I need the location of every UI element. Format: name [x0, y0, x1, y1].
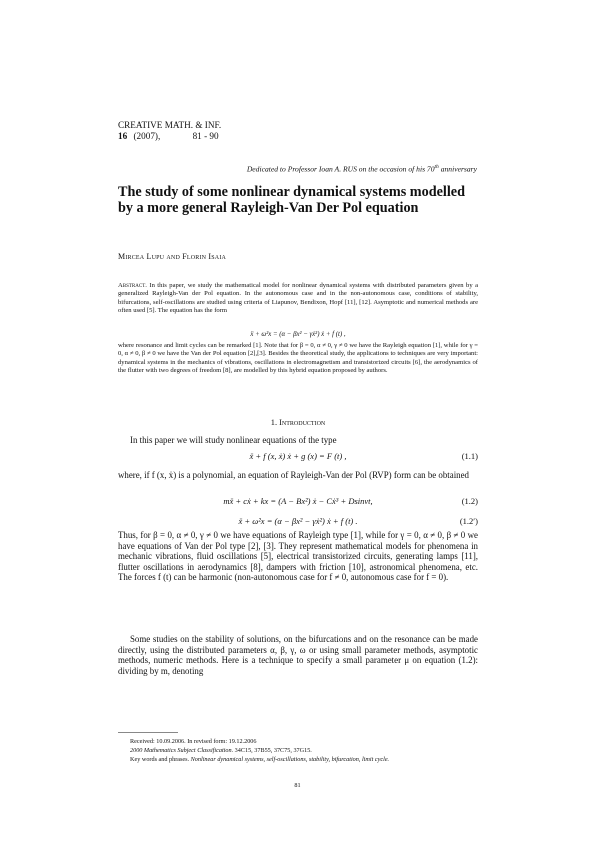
paragraph-4: Some studies on the stability of solutions, on the bifurcations and on the resonance can be made directly, using the distributed parameters α, β, γ, ω or using small parameter methods, asymptotic methods, numeric methods. Here is a technique to specify a small parameter μ on equation (1.2): dividing by m, denoting	[118, 634, 478, 676]
journal-issue	[118, 131, 221, 142]
paper-title: The study of some nonlinear dynamical systems modelled by a more general Rayleigh-Van Der Pol equation	[118, 184, 465, 216]
paragraph-1: In this paper we will study nonlinear equations of the type	[130, 435, 337, 445]
journal-volume: 16	[118, 131, 128, 141]
received-date: Received: 10.09.2006. In revised form: 19.12.2006	[130, 738, 257, 745]
journal-name: CREATIVE MATH. & INF.	[118, 120, 222, 130]
msc-classification: 2000 Mathematics Subject Classification. 34C15, 37B55, 37C75, 37G15.	[130, 746, 312, 754]
paragraph-2: where, if f (x, ẋ) is a polynomial, an equation of Rayleigh-Van der Pol (RVP) form can be obtained	[118, 470, 469, 480]
equation-1-2-number: (1.2)	[461, 496, 478, 506]
keywords: Key words and phrases. Nonlinear dynamical systems, self-oscillations, stability, bifurcation, limit cycle.	[130, 755, 390, 763]
footnote-rule	[118, 732, 178, 733]
equation-1-2-prime-text: ẍ + ω²x = (α − βx² − γẋ²) ẋ + f (t) .	[238, 516, 358, 526]
abstract	[118, 282, 478, 315]
equation-1-2-text: mẍ + cẋ + kx = (A − Bx²) ẋ − Cẋ³ + Dsinνt,	[223, 496, 373, 506]
abstract-equation: ẍ + ω²x = (α − βx² − γẋ²) ẋ + f (t) ,	[250, 331, 346, 338]
equation-1-1-number: (1.1)	[461, 451, 478, 461]
abstract-label: Abstract.	[118, 282, 147, 289]
journal-pages: 81 - 90	[192, 131, 219, 141]
dedication: Dedicated to Professor Ioan A. RUS on the occasion of his 70th anniversary	[246, 164, 477, 174]
abstract-text-continued: where resonance and limit cycles can be remarked [1]. Note that for β = 0, α ≠ 0, γ ≠ 0 we have the Rayleigh equation [1], while for γ = 0, α ≠ 0, β ≠ 0 we have the Van der Pol equation [2],[3]. Besides the theoretical study, the applications to techniques are very important: dynamical systems in the mechanics of vibrations, oscillations in electromagnetism and transistorized circuits [6], the aerodynamics of the flutter with two degrees of freedom [8], are modelled by this hybrid equation proposed by authors.	[118, 342, 478, 374]
equation-1-1-text: ẍ + f (x, ẋ) ẋ + g (x) = F (t) ,	[249, 451, 347, 461]
journal-year: (2007),	[133, 131, 161, 141]
section-heading: 1. Introduction	[270, 418, 326, 427]
abstract-text: In this paper, we study the mathematical model for nonlinear dynamical systems with distributed parameters given by a generalized Rayleigh-Van der Pol equation. In the autonomous case and in the non-autonomous case, conditions of stability, bifurcations, self-oscillations are studied using criteria of Liapunov, Bendixon, Hopf [11], [12]. Asymptotic and numerical methods are often used [5]. The equation has the form	[118, 282, 478, 314]
equation-1-2-prime-number: (1.2′)	[459, 516, 478, 526]
page-number: 81	[294, 782, 301, 789]
authors: Mircea Lupu and Florin Isaia	[118, 252, 227, 261]
footnotes	[130, 738, 480, 765]
paragraph-3: Thus, for β = 0, α ≠ 0, γ ≠ 0 we have equations of Rayleigh type [1], while for γ = 0, α ≠ 0, β ≠ 0 we have equations of Van der Pol type [2], [3]. They represent mathematical models for phenomena in mechanic vibrations, fluid oscillations [5], electrical transistorized circuits, generating lamps [11], flutter oscillations in aerodynamics [8], dampers with friction [10], astronomical phenomena, etc. The forces f (t) can be harmonic (non-autonomous case for f ≠ 0, autonomous case for f = 0).	[118, 530, 478, 583]
journal-header	[118, 120, 221, 142]
